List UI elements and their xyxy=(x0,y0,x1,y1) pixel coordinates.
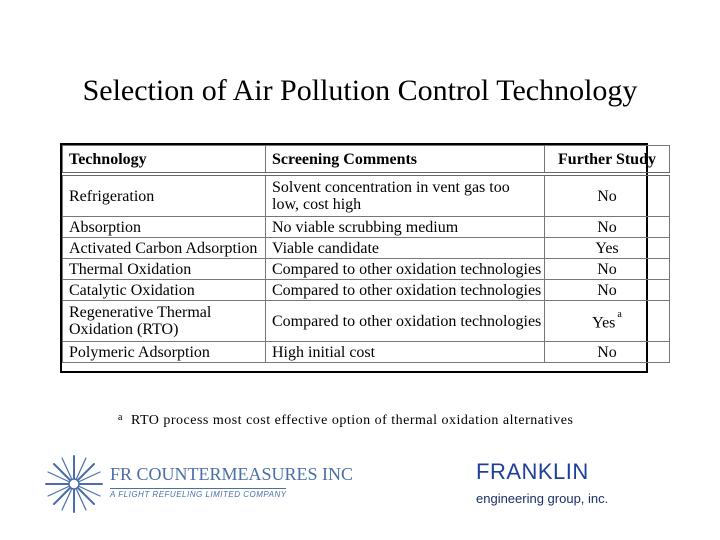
table-row xyxy=(63,174,670,217)
cell-comments: Compared to other oxidation technologies xyxy=(266,280,545,301)
footnote-text: RTO process most cost effective option of thermal oxidation alternatives xyxy=(130,413,574,428)
cell-further-study xyxy=(545,301,670,342)
cell-comments: Compared to other oxidation technologies xyxy=(266,301,545,342)
cell-further-study: No xyxy=(545,280,670,301)
fr-countermeasures-logo xyxy=(42,452,354,512)
cell-technology: Polymeric Adsorption xyxy=(63,342,266,363)
cell-comments: Solvent concentration in vent gas too low, cost high xyxy=(266,174,545,217)
cell-technology: Absorption xyxy=(63,217,266,238)
franklin-logo-name: FRANKLIN xyxy=(476,459,589,484)
cell-further-study: No xyxy=(545,342,670,363)
cell-technology: Catalytic Oxidation xyxy=(63,280,266,301)
cell-comments: Viable candidate xyxy=(266,238,545,259)
cell-further-study: No xyxy=(545,217,670,238)
cell-further-study: No xyxy=(545,174,670,217)
cell-technology: Regenerative Thermal Oxidation (RTO) xyxy=(63,301,266,342)
starburst-icon xyxy=(42,452,106,516)
cell-further-study: Yes xyxy=(545,238,670,259)
cell-technology: Activated Carbon Adsorption xyxy=(63,238,266,259)
header-further-study: Further Study xyxy=(545,146,670,175)
table-row xyxy=(63,301,670,342)
technology-table xyxy=(60,143,656,373)
header-technology: Technology xyxy=(63,146,266,175)
logo-tagline: A FLIGHT REFUELING LIMITED COMPANY xyxy=(110,490,287,499)
logo-company-name: FR COUNTERMEASURES INC xyxy=(110,464,354,484)
cell-comments: High initial cost xyxy=(266,342,545,363)
table-row xyxy=(63,342,670,363)
table-header-row xyxy=(63,146,670,175)
franklin-logo-subtitle: engineering group, inc. xyxy=(476,491,609,506)
table-row xyxy=(63,217,670,238)
footnote-mark: a xyxy=(118,412,123,423)
slide-title: Selection of Air Pollution Control Technology xyxy=(82,74,638,107)
cell-technology: Refrigeration xyxy=(63,174,266,217)
logo-rule xyxy=(110,488,286,489)
footnote-marker: a xyxy=(617,309,622,321)
cell-comments: Compared to other oxidation technologies xyxy=(266,259,545,280)
cell-comments: No viable scrubbing medium xyxy=(266,217,545,238)
table-row xyxy=(63,280,670,301)
cell-technology: Thermal Oxidation xyxy=(63,259,266,280)
table-row xyxy=(63,238,670,259)
footnote xyxy=(118,413,573,429)
further-study-value: Yes xyxy=(592,314,616,332)
table-row xyxy=(63,259,670,280)
header-screening-comments: Screening Comments xyxy=(266,146,545,175)
cell-further-study: No xyxy=(545,259,670,280)
